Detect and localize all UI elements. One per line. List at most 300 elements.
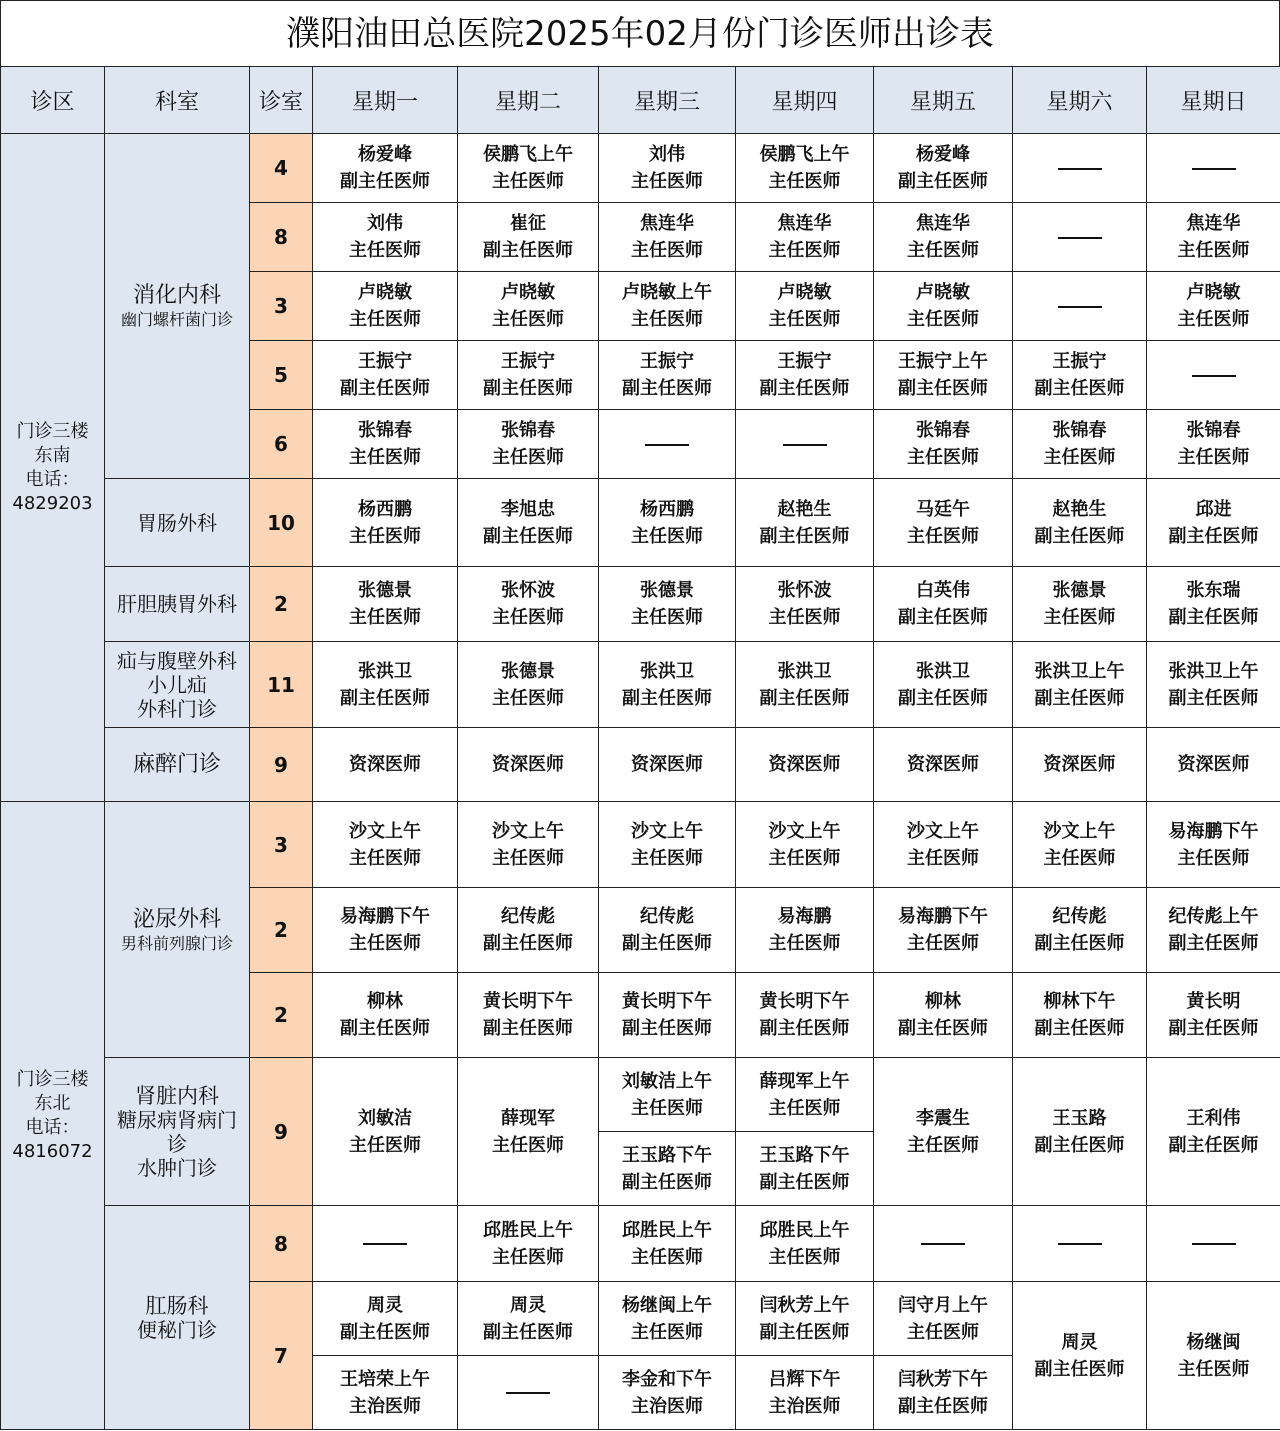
doctor-title: 副主任医师 (1034, 378, 1125, 399)
schedule-cell (313, 973, 458, 1058)
room-number: 3 (250, 272, 313, 341)
schedule-cell (874, 479, 1013, 567)
page-title: 濮阳油田总医院2025年02月份门诊医师出诊表 (0, 0, 1280, 66)
doctor-name: 张洪卫上午 (1034, 660, 1125, 682)
area-line: 门诊三楼 (16, 420, 89, 442)
schedule-cell (736, 272, 874, 341)
doctor-name: 杨继闽上午 (622, 1294, 712, 1316)
schedule-cell (1013, 888, 1147, 973)
doctor-name: 张洪卫 (916, 660, 970, 682)
doctor-name: 赵艳生 (1052, 498, 1107, 520)
doctor-name: 王振宁 (1052, 351, 1107, 372)
doctor-title: 主任医师 (349, 847, 421, 869)
schedule-cell (1147, 888, 1280, 973)
doctor-name: 卢晓敏 (1186, 282, 1241, 303)
room-number: 2 (250, 567, 313, 642)
header-wed: 星期三 (599, 67, 736, 134)
header-fri: 星期五 (874, 67, 1013, 134)
doctor-title: 副主任医师 (340, 1018, 430, 1039)
schedule-cell (1013, 203, 1147, 272)
doctor-title: 副主任医师 (622, 1018, 712, 1039)
doctor-title: 主任医师 (631, 1097, 703, 1119)
doctor-name: 杨继闽 (1186, 1331, 1241, 1353)
doctor-title: 副主任医师 (1034, 1018, 1125, 1039)
schedule-cell (599, 802, 736, 888)
schedule-cell (458, 888, 599, 973)
doctor-name: 王振宁 (501, 351, 555, 372)
doctor-title: 主任医师 (631, 607, 703, 628)
schedule-cell (1147, 479, 1280, 567)
schedule-cell (736, 567, 874, 642)
doctor-title: 副主任医师 (340, 171, 430, 192)
schedule-cell (313, 134, 458, 203)
doctor-name: 周灵 (1061, 1331, 1098, 1353)
doctor-name: 资深医师 (492, 754, 564, 775)
doctor-title: 主任医师 (768, 171, 841, 192)
schedule-cell (313, 888, 458, 973)
doctor-title: 主任医师 (349, 309, 421, 330)
dept-name: 消化内科 (132, 283, 221, 308)
doctor-name: 焦连华 (640, 213, 694, 234)
doctor-name: 闫秋芳下午 (898, 1368, 988, 1390)
schedule-cell (458, 802, 599, 888)
doctor-title: 副主任医师 (622, 378, 712, 399)
schedule-cell (313, 479, 458, 567)
schedule-cell (458, 728, 599, 802)
schedule-cell (599, 567, 736, 642)
schedule-cell (874, 642, 1013, 728)
schedule-cell (599, 1132, 736, 1206)
schedule-cell (1013, 802, 1147, 888)
room-number: 11 (250, 642, 313, 728)
doctor-name: 张洪卫 (640, 660, 694, 682)
schedule-cell (874, 888, 1013, 973)
schedule-cell (1147, 203, 1280, 272)
doctor-title: 主任医师 (1177, 309, 1250, 330)
schedule-cell (736, 1058, 874, 1132)
doctor-title: 副主任医师 (483, 1018, 573, 1039)
area-line: 东北 (34, 1092, 71, 1114)
doctor-title: 主任医师 (349, 933, 421, 954)
doctor-title: 副主任医师 (1168, 687, 1259, 709)
doctor-name: 张德景 (640, 580, 694, 601)
schedule-cell (874, 973, 1013, 1058)
doctor-name: 王振宁 (777, 351, 832, 372)
doctor-title: 主任医师 (907, 447, 979, 468)
doctor-name: 沙文上午 (492, 820, 564, 842)
schedule-cell (458, 1282, 599, 1356)
room-number: 5 (250, 341, 313, 410)
doctor-name: 张东瑞 (1186, 580, 1241, 601)
dept-sub: 幽门螺杆菌门诊 (120, 310, 233, 329)
doctor-name: 李金和下午 (622, 1368, 712, 1390)
doctor-name: 张锦春 (501, 420, 555, 441)
doctor-name: 王玉路 (1052, 1107, 1107, 1129)
schedule-cell (313, 1206, 458, 1282)
doctor-name: 薛现军上午 (759, 1070, 850, 1092)
schedule-cell (599, 1206, 736, 1282)
header-area: 诊区 (1, 67, 105, 134)
doctor-name: 李震生 (916, 1107, 970, 1129)
schedule-cell (1147, 642, 1280, 728)
empty-dash (1192, 375, 1236, 377)
empty-dash (1192, 168, 1236, 170)
schedule-cell (736, 888, 874, 973)
doctor-title: 副主任医师 (898, 1395, 988, 1417)
schedule-cell (874, 1058, 1013, 1206)
doctor-title: 副主任医师 (898, 378, 988, 399)
doctor-name: 王振宁 (640, 351, 694, 372)
doctor-title: 主任医师 (349, 525, 421, 547)
doctor-name: 卢晓敏 (777, 282, 832, 303)
schedule-cell (1147, 341, 1280, 410)
schedule-cell (736, 1132, 874, 1206)
schedule-cell (1013, 1058, 1147, 1206)
schedule-cell (599, 973, 736, 1058)
doctor-title: 副主任医师 (1034, 525, 1125, 547)
doctor-name: 卢晓敏 (916, 282, 970, 303)
doctor-name: 易海鹏下午 (1168, 820, 1259, 842)
schedule-cell (458, 272, 599, 341)
schedule-cell (599, 1282, 736, 1356)
doctor-title: 副主任医师 (340, 687, 430, 709)
schedule-cell (599, 728, 736, 802)
schedule-cell (1013, 728, 1147, 802)
doctor-name: 王培荣上午 (340, 1368, 430, 1390)
schedule-cell (874, 567, 1013, 642)
dept-name: 肛肠科 (145, 1293, 209, 1318)
schedule-cell (736, 1206, 874, 1282)
schedule-cell (736, 642, 874, 728)
doctor-name: 王玉路下午 (759, 1144, 850, 1166)
doctor-title: 副主任医师 (898, 607, 988, 628)
doctor-name: 柳林 (925, 991, 961, 1012)
doctor-name: 闫守月上午 (898, 1294, 988, 1316)
schedule-cell (458, 410, 599, 479)
area-line: 门诊三楼 (16, 1068, 89, 1090)
doctor-title: 主任医师 (1043, 847, 1116, 869)
doctor-name: 沙文上午 (349, 820, 421, 842)
schedule-cell (1013, 1206, 1147, 1282)
schedule-cell (1013, 272, 1147, 341)
header-room: 诊室 (250, 67, 313, 134)
room-number: 8 (250, 203, 313, 272)
room-number: 9 (250, 1058, 313, 1206)
area-line: 电话： (25, 1116, 80, 1138)
dept-sub: 男科前列腺门诊 (120, 933, 233, 953)
doctor-name: 张锦春 (1052, 420, 1107, 441)
schedule-cell (874, 1282, 1013, 1356)
doctor-name: 黄长明 (1186, 991, 1241, 1012)
room-number: 2 (250, 973, 313, 1058)
dept-name: 肝胆胰胃外科 (117, 592, 237, 616)
doctor-title: 副主任医师 (759, 1321, 850, 1343)
doctor-name: 卢晓敏 (501, 282, 555, 303)
doctor-title: 副主任医师 (483, 1321, 573, 1343)
doctor-name: 黄长明下午 (759, 991, 850, 1012)
dept-anorectal (105, 1206, 250, 1430)
dept-name: 疝与腹壁外科 (117, 648, 237, 673)
doctor-title: 副主任医师 (1168, 1018, 1259, 1039)
doctor-title: 主任医师 (907, 240, 979, 261)
doctor-name: 王玉路下午 (622, 1144, 712, 1166)
schedule-cell (458, 1058, 599, 1206)
schedule-cell (736, 410, 874, 479)
doctor-title: 副主任医师 (483, 933, 573, 954)
schedule-cell (874, 1206, 1013, 1282)
doctor-title: 副主任医师 (1034, 687, 1125, 709)
doctor-title: 主任医师 (631, 309, 703, 330)
doctor-title: 副主任医师 (1168, 933, 1259, 954)
empty-dash (363, 1243, 407, 1245)
doctor-title: 主任医师 (1177, 847, 1250, 869)
schedule-cell (736, 134, 874, 203)
room-number: 4 (250, 134, 313, 203)
doctor-title: 副主任医师 (483, 240, 573, 261)
doctor-title: 主任医师 (492, 447, 564, 468)
room-number: 9 (250, 728, 313, 802)
schedule-cell (313, 567, 458, 642)
doctor-title: 副主任医师 (759, 1171, 850, 1193)
doctor-title: 主任医师 (1177, 1358, 1250, 1380)
doctor-name: 资深医师 (1043, 754, 1116, 775)
schedule-cell (313, 642, 458, 728)
schedule-cell (874, 134, 1013, 203)
schedule-table (0, 66, 1280, 1430)
doctor-title: 主任医师 (907, 933, 979, 954)
doctor-name: 资深医师 (631, 754, 703, 775)
table-row (1, 1058, 1280, 1132)
doctor-name: 张锦春 (358, 420, 412, 441)
doctor-title: 主任医师 (492, 1134, 564, 1156)
doctor-title: 主任医师 (1043, 447, 1116, 468)
schedule-cell (736, 728, 874, 802)
schedule-cell (313, 1282, 458, 1356)
table-row (1, 642, 1280, 728)
doctor-name: 张洪卫 (358, 660, 412, 682)
doctor-title: 主任医师 (768, 1246, 841, 1268)
schedule-cell (1147, 1058, 1280, 1206)
header-mon: 星期一 (313, 67, 458, 134)
area-northeast (1, 802, 105, 1430)
schedule-cell (1013, 134, 1147, 203)
schedule-cell (874, 802, 1013, 888)
table-row (1, 1206, 1280, 1282)
doctor-name: 易海鹏 (777, 906, 832, 927)
schedule-cell (1147, 134, 1280, 203)
doctor-name: 吕辉下午 (768, 1368, 841, 1390)
doctor-name: 杨爱峰 (358, 144, 412, 165)
dept-hernia (105, 642, 250, 728)
doctor-name: 邱胜民上午 (483, 1219, 573, 1241)
schedule-cell (458, 973, 599, 1058)
doctor-name: 邱进 (1195, 498, 1232, 520)
schedule-cell (313, 203, 458, 272)
doctor-name: 卢晓敏 (358, 282, 412, 303)
schedule-cell (874, 728, 1013, 802)
schedule-cell (313, 1058, 458, 1206)
doctor-title: 主治医师 (349, 1395, 421, 1417)
schedule-cell (458, 1206, 599, 1282)
doctor-name: 纪传彪 (640, 906, 694, 927)
doctor-name: 焦连华 (1186, 213, 1241, 234)
doctor-name: 资深医师 (349, 754, 421, 775)
doctor-title: 主任医师 (768, 933, 841, 954)
doctor-name: 张德景 (1052, 580, 1107, 601)
empty-dash (506, 1392, 550, 1394)
schedule-cell (458, 341, 599, 410)
doctor-name: 焦连华 (777, 213, 832, 234)
doctor-title: 主任医师 (907, 525, 979, 547)
doctor-name: 邱胜民上午 (759, 1219, 850, 1241)
empty-dash (1058, 1243, 1102, 1245)
doctor-name: 资深医师 (768, 754, 841, 775)
schedule-cell (458, 203, 599, 272)
table-row (1, 728, 1280, 802)
doctor-name: 张锦春 (1186, 420, 1241, 441)
doctor-name: 薛现军 (501, 1107, 555, 1129)
schedule-cell (1013, 567, 1147, 642)
doctor-title: 主任医师 (631, 1246, 703, 1268)
header-thu: 星期四 (736, 67, 874, 134)
doctor-title: 主任医师 (492, 607, 564, 628)
doctor-name: 纪传彪 (501, 906, 555, 927)
dept-name: 泌尿外科 (132, 906, 221, 932)
doctor-name: 黄长明下午 (622, 991, 712, 1012)
schedule-cell (1013, 1282, 1147, 1430)
schedule-cell (313, 802, 458, 888)
doctor-title: 主任医师 (1177, 447, 1250, 468)
area-line: 电话： (25, 468, 80, 490)
doctor-title: 主任医师 (907, 1134, 979, 1156)
room-number: 7 (250, 1282, 313, 1430)
schedule-cell (1013, 973, 1147, 1058)
schedule-cell (599, 410, 736, 479)
schedule-cell (736, 802, 874, 888)
schedule-cell (458, 479, 599, 567)
doctor-title: 副主任医师 (1168, 1134, 1259, 1156)
schedule-cell (599, 272, 736, 341)
doctor-name: 王振宁 (358, 351, 412, 372)
doctor-name: 卢晓敏上午 (622, 282, 712, 303)
doctor-name: 沙文上午 (631, 820, 703, 842)
doctor-title: 副主任医师 (1034, 1358, 1125, 1380)
schedule-cell (458, 567, 599, 642)
doctor-title: 主任医师 (631, 525, 703, 547)
doctor-title: 副主任医师 (340, 1321, 430, 1343)
doctor-title: 主治医师 (768, 1395, 841, 1417)
doctor-name: 崔征 (510, 213, 546, 234)
doctor-title: 副主任医师 (759, 378, 850, 399)
doctor-title: 副主任医师 (759, 687, 850, 709)
doctor-name: 柳林下午 (1043, 991, 1116, 1012)
dept-gastro (105, 134, 250, 479)
doctor-name: 纪传彪 (1052, 906, 1107, 927)
doctor-name: 张德景 (358, 580, 412, 601)
schedule-cell (1147, 272, 1280, 341)
header-tue: 星期二 (458, 67, 599, 134)
doctor-title: 主任医师 (349, 240, 421, 261)
doctor-name: 侯鹏飞上午 (483, 144, 573, 165)
room-number: 6 (250, 410, 313, 479)
schedule-cell (458, 134, 599, 203)
doctor-title: 副主任医师 (1034, 933, 1125, 954)
doctor-name: 李旭忠 (501, 498, 555, 520)
doctor-name: 柳林 (367, 991, 403, 1012)
doctor-name: 刘敏洁上午 (622, 1070, 712, 1092)
doctor-title: 主任医师 (768, 309, 841, 330)
dept-sub: 小儿疝 (147, 672, 207, 697)
doctor-name: 周灵 (510, 1294, 546, 1316)
empty-dash (1058, 306, 1102, 308)
dept-name: 肾脏内科 (135, 1083, 219, 1108)
schedule-cell (458, 642, 599, 728)
room-number: 2 (250, 888, 313, 973)
dept-anesthesia (105, 728, 250, 802)
doctor-name: 白英伟 (916, 580, 970, 601)
doctor-title: 主任医师 (492, 687, 564, 709)
doctor-name: 赵艳生 (777, 498, 832, 520)
area-southeast (1, 134, 105, 802)
header-sun: 星期日 (1147, 67, 1280, 134)
doctor-name: 焦连华 (916, 213, 970, 234)
room-number: 8 (250, 1206, 313, 1282)
schedule-cell (1013, 479, 1147, 567)
doctor-name: 易海鹏下午 (898, 906, 988, 927)
doctor-name: 张洪卫 (777, 660, 832, 682)
schedule-cell (1147, 802, 1280, 888)
schedule-cell (599, 134, 736, 203)
doctor-name: 王振宁上午 (898, 351, 988, 372)
header-dept: 科室 (105, 67, 250, 134)
schedule-cell (736, 1282, 874, 1356)
doctor-title: 主任医师 (907, 1321, 979, 1343)
dept-nephrology (105, 1058, 250, 1206)
dept-sub: 外科门诊 (137, 696, 217, 721)
doctor-name: 杨爱峰 (916, 144, 970, 165)
doctor-name: 邱胜民上午 (622, 1219, 712, 1241)
doctor-title: 副主任医师 (622, 687, 712, 709)
schedule-cell (1013, 410, 1147, 479)
doctor-name: 王利伟 (1186, 1107, 1241, 1129)
empty-dash (783, 444, 827, 446)
schedule-cell (874, 341, 1013, 410)
doctor-title: 主任医师 (349, 447, 421, 468)
dept-sub: 糖尿病肾病门 (117, 1107, 237, 1132)
empty-dash (1192, 1243, 1236, 1245)
room-number: 10 (250, 479, 313, 567)
doctor-title: 主任医师 (492, 309, 564, 330)
doctor-title: 主任医师 (349, 1134, 421, 1156)
dept-name: 麻醉门诊 (132, 751, 221, 777)
doctor-name: 沙文上午 (768, 820, 841, 842)
doctor-name: 闫秋芳上午 (759, 1294, 850, 1316)
table-row (1, 479, 1280, 567)
empty-dash (921, 1243, 965, 1245)
schedule-cell (599, 203, 736, 272)
doctor-name: 沙文上午 (907, 820, 979, 842)
dept-sub: 诊 (167, 1131, 187, 1156)
schedule-cell (313, 272, 458, 341)
doctor-name: 杨西鹏 (640, 498, 694, 520)
table-row (1, 134, 1280, 203)
doctor-title: 副主任医师 (340, 378, 430, 399)
doctor-title: 主任医师 (1177, 240, 1250, 261)
schedule-cell (599, 1058, 736, 1132)
doctor-title: 副主任医师 (898, 171, 988, 192)
doctor-title: 主任医师 (631, 847, 703, 869)
schedule-cell (313, 410, 458, 479)
